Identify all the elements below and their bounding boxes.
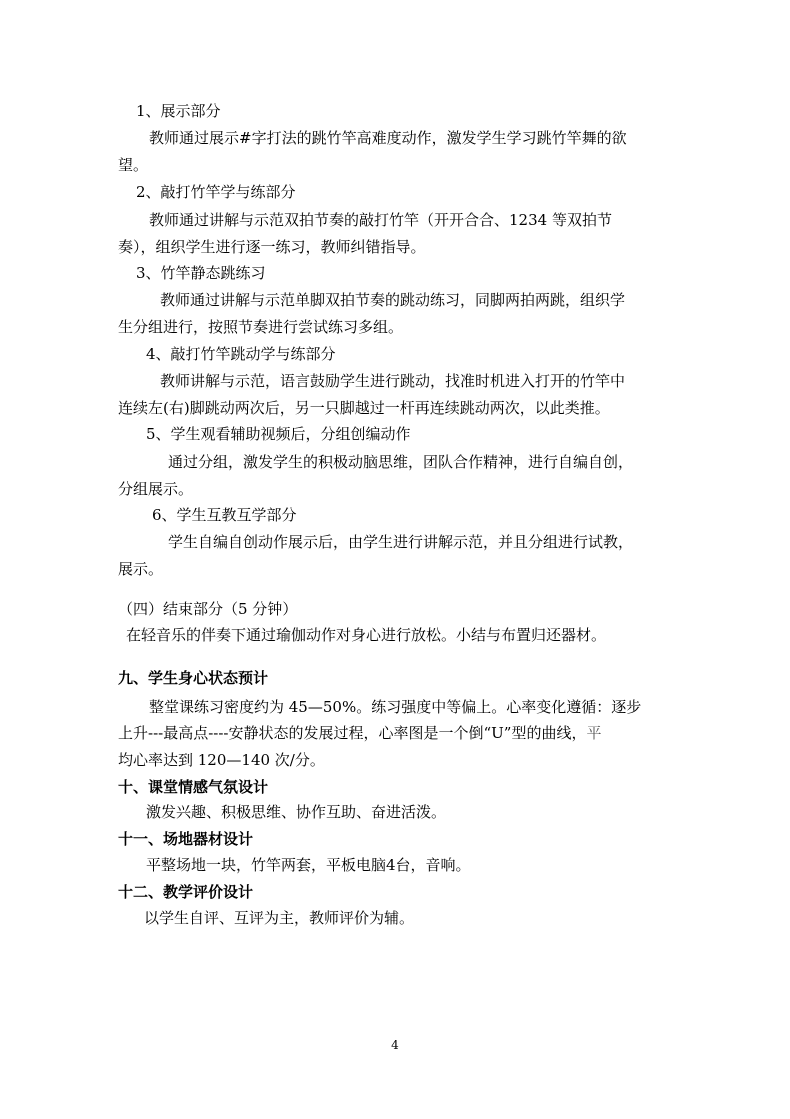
section9-heading: 九、学生身心状态预计 bbox=[118, 669, 269, 687]
tap-jump-body-line2: 连续左(右)脚跳动两次后，另一只脚越过一杆再连续跳动两次，以此类推。 bbox=[118, 399, 610, 417]
tapping-part-heading: 2、敲打竹竿学与练部分 bbox=[136, 183, 296, 201]
section10-body: 激发兴趣、积极思维、协作互助、奋进活泼。 bbox=[146, 803, 447, 821]
tap-jump-body-line1: 教师讲解与示范，语言鼓励学生进行跳动，找准时机进入打开的竹竿中 bbox=[160, 372, 626, 390]
video-part-body-line1: 通过分组，激发学生的积极动脑思维，团队合作精神，进行自编自创， bbox=[168, 453, 634, 471]
section9-body-line2-tail: 平 bbox=[586, 724, 602, 742]
static-jump-body-line2: 生分组进行，按照节奏进行尝试练习多组。 bbox=[118, 318, 404, 336]
ending-heading: （四）结束部分（5 分钟） bbox=[118, 600, 298, 618]
tapping-part-body-line1: 教师通过讲解与示范双拍节奏的敲打竹竿（开开合合、1234 等双拍节 bbox=[149, 211, 612, 229]
section9-body-line3: 均心率达到 120—140 次/分。 bbox=[118, 751, 325, 769]
peer-teach-body-line2: 展示。 bbox=[118, 560, 164, 578]
peer-teach-heading: 6、学生互教互学部分 bbox=[152, 506, 297, 524]
page-number: 4 bbox=[391, 1038, 399, 1052]
video-part-body-line2: 分组展示。 bbox=[118, 480, 194, 498]
section11-body: 平整场地一块，竹竿两套，平板电脑4台，音响。 bbox=[146, 856, 471, 874]
section12-heading: 十二、教学评价设计 bbox=[118, 883, 254, 901]
display-part-heading: 1、展示部分 bbox=[136, 102, 221, 120]
section9-body-line1: 整堂课练习密度约为 45—50%。练习强度中等偏上。心率变化遵循：逐步 bbox=[149, 698, 642, 716]
section10-heading: 十、课堂情感气氛设计 bbox=[118, 778, 269, 796]
tapping-part-body-line2: 奏），组织学生进行逐一练习，教师纠错指导。 bbox=[118, 238, 426, 256]
tap-jump-heading: 4、敲打竹竿跳动学与练部分 bbox=[146, 345, 336, 363]
display-part-body-line2: 望。 bbox=[118, 156, 149, 174]
ending-body: 在轻音乐的伴奏下通过瑜伽动作对身心进行放松。小结与布置归还器材。 bbox=[126, 626, 607, 644]
section9-body-line2 bbox=[118, 723, 601, 743]
section12-body: 以学生自评、互评为主，教师评价为辅。 bbox=[144, 909, 415, 927]
static-jump-heading: 3、竹竿静态跳练习 bbox=[136, 264, 266, 282]
section11-heading: 十一、场地器材设计 bbox=[118, 830, 254, 848]
video-part-heading: 5、学生观看辅助视频后，分组创编动作 bbox=[146, 425, 411, 443]
peer-teach-body-line1: 学生自编自创动作展示后，由学生进行讲解示范，并且分组进行试教， bbox=[168, 533, 634, 551]
section9-body-line2-main: 上升---最高点----安静状态的发展过程，心率图是一个倒“U”型的曲线， bbox=[118, 724, 587, 742]
static-jump-body-line1: 教师通过讲解与示范单脚双拍节奏的跳动练习，同脚两拍两跳，组织学 bbox=[160, 291, 626, 309]
display-part-body-line1: 教师通过展示#字打法的跳竹竿高难度动作，激发学生学习跳竹竿舞的欲 bbox=[149, 129, 627, 147]
